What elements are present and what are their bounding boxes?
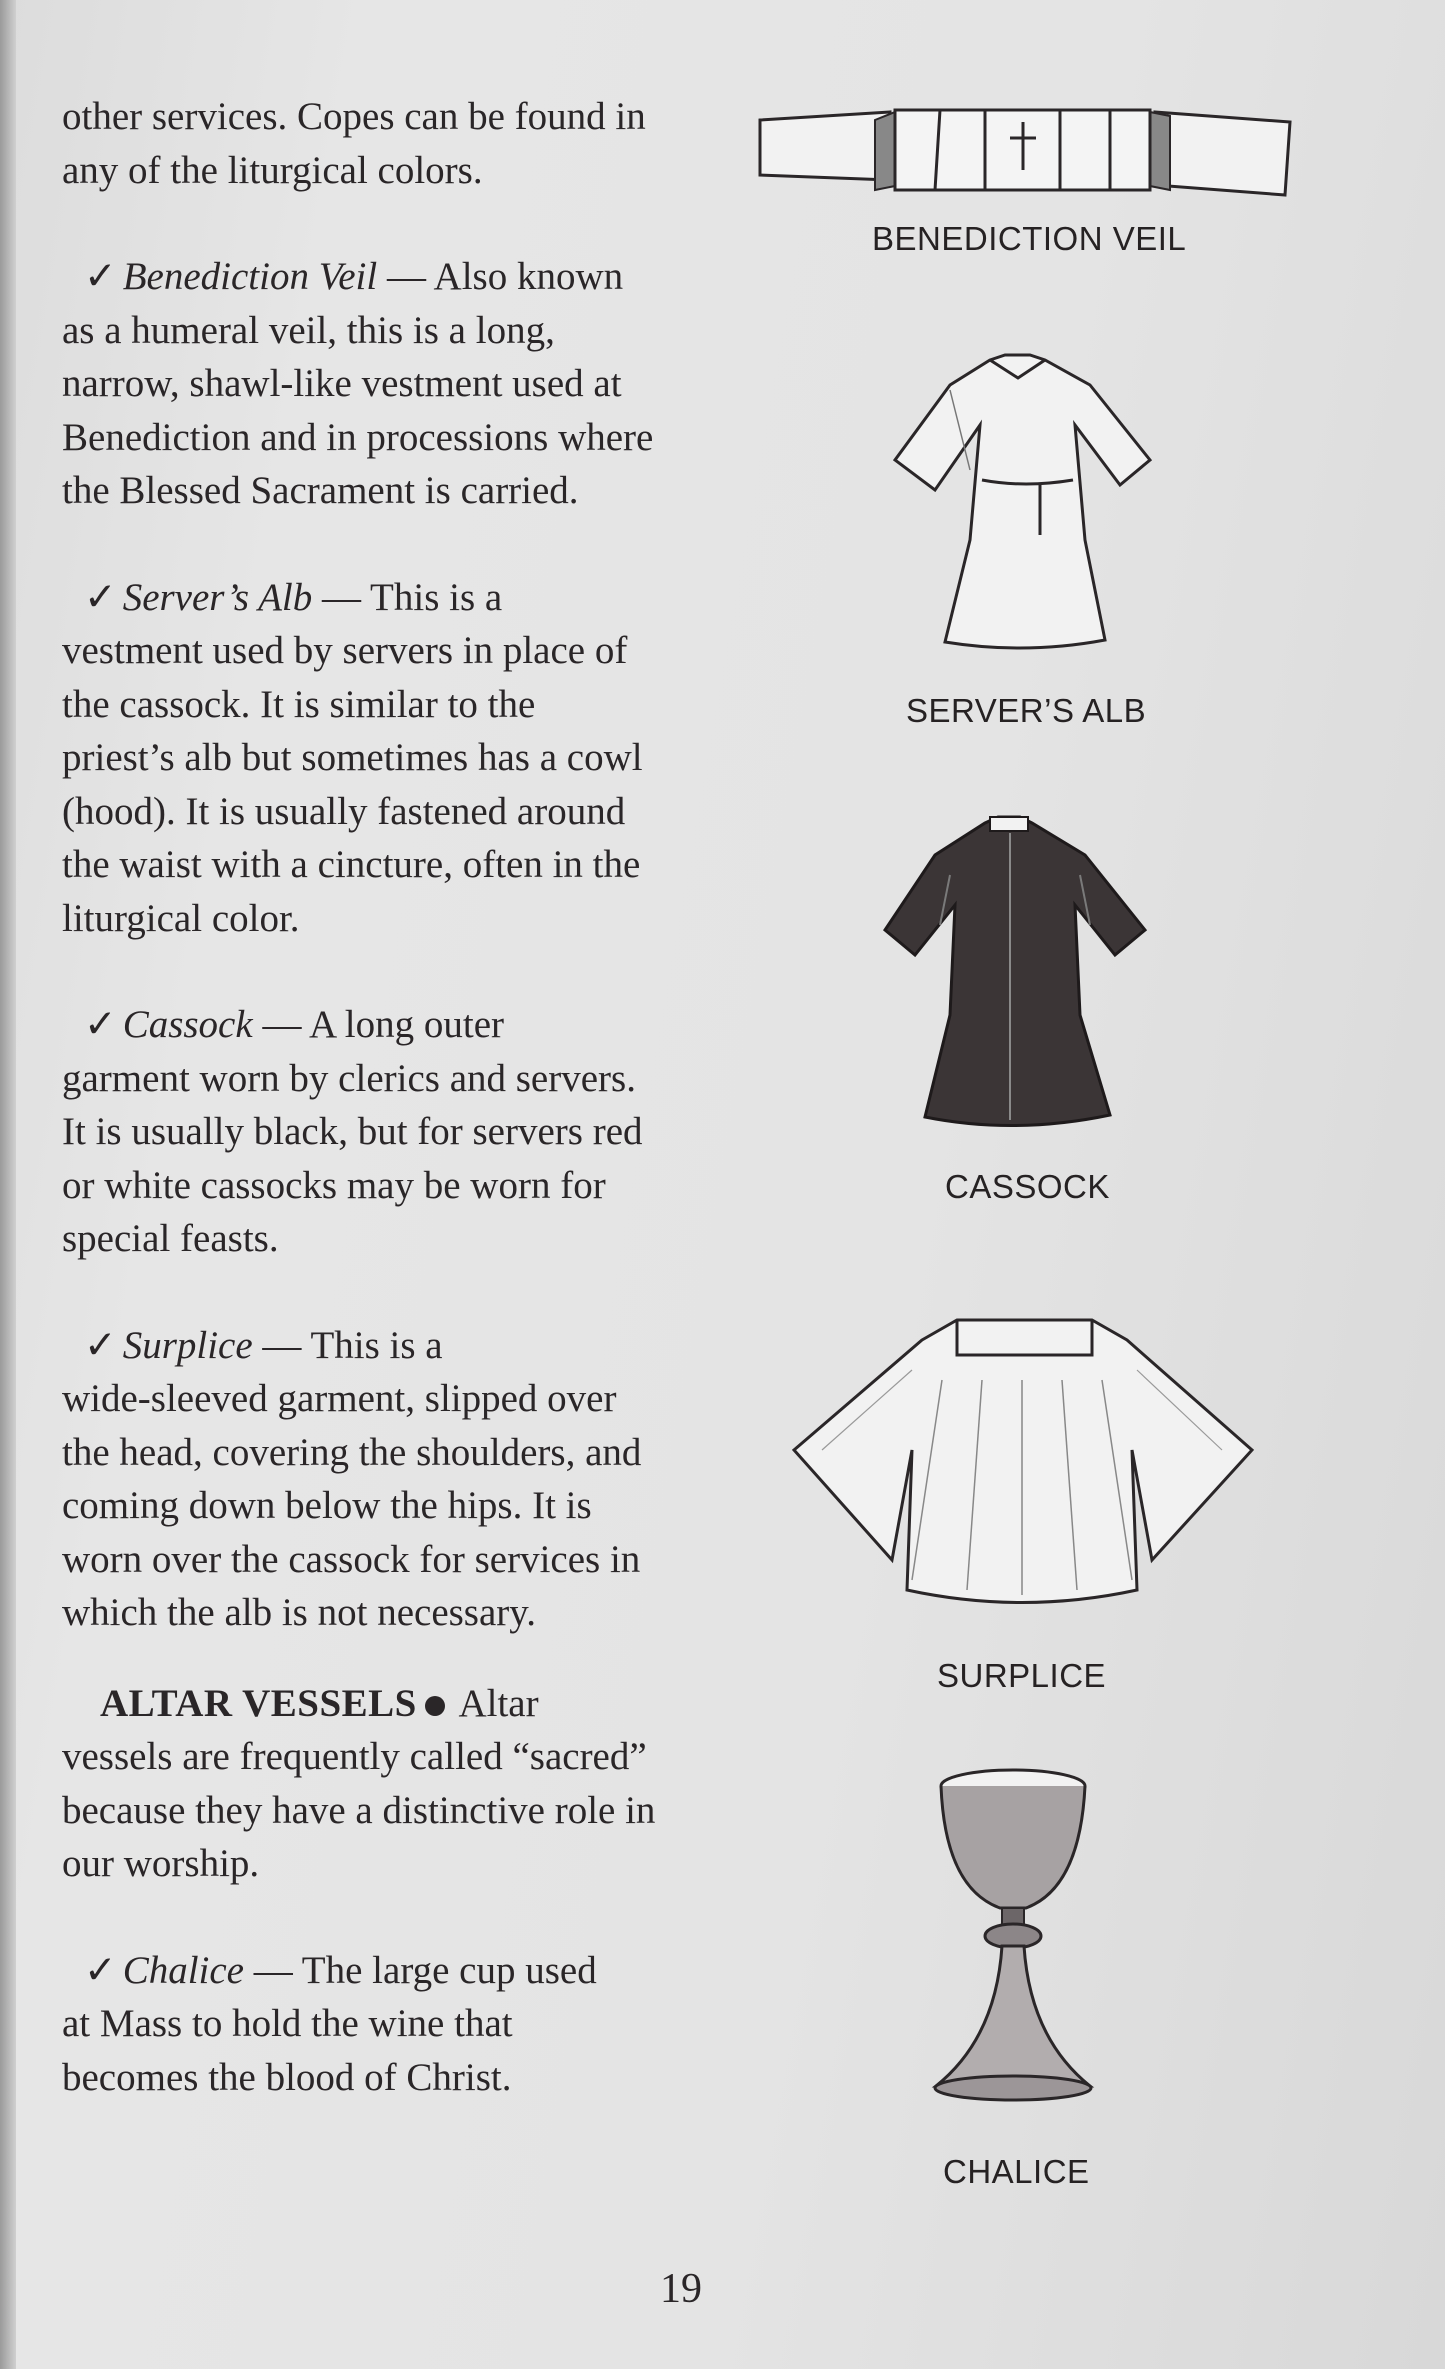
chalice-illustration <box>930 1768 1095 2103</box>
check-mark-icon: ✓ <box>84 255 117 298</box>
text-line: vestment used by servers in place of <box>62 629 628 672</box>
check-mark-icon: ✓ <box>84 575 117 619</box>
text-line: the Blessed Sacrament is carried. <box>62 469 579 512</box>
entry-chalice <box>62 1944 732 2105</box>
check-mark-icon: ✓ <box>84 1323 117 1367</box>
page-gutter-edge <box>0 0 16 2369</box>
text-line: which the alb is not necessary. <box>62 1591 536 1634</box>
servers-alb-illustration <box>890 350 1160 655</box>
entry-term: Cassock <box>122 1003 253 1046</box>
entry-servers-alb <box>62 571 732 946</box>
text-line: garment worn by clerics and servers. <box>62 1056 636 1100</box>
text-column <box>62 90 732 2157</box>
entry-benediction-veil <box>62 250 732 518</box>
entry-cassock <box>62 998 732 1266</box>
benediction-veil-caption: BENEDICTION VEIL <box>872 220 1187 257</box>
text-line: becomes the blood of Christ. <box>62 2055 512 2099</box>
check-mark-icon: ✓ <box>84 1003 117 1046</box>
text-line: — This is a <box>252 1323 443 1367</box>
text-line: narrow, shawl-like vestment used at <box>62 362 622 405</box>
text-line: liturgical color. <box>62 896 300 940</box>
text-line: — This is a <box>312 575 503 619</box>
text-line: the head, covering the shoulders, and <box>62 1430 642 1474</box>
text-line: Benediction and in processions where <box>62 415 654 459</box>
text-line: It is usually black, but for servers red <box>62 1110 643 1153</box>
text-line: the cassock. It is similar to the <box>62 682 536 726</box>
text-line: vessels are frequently called “sacred” <box>62 1735 647 1778</box>
text-line: Altar <box>450 1681 539 1725</box>
surplice-illustration <box>792 1310 1254 1610</box>
text-line: other services. Copes can be found in <box>62 95 646 138</box>
text-line: special feasts. <box>62 1217 279 1260</box>
text-line: coming down below the hips. It is <box>62 1484 592 1527</box>
text-line: — A long outer <box>252 1003 505 1046</box>
intro-paragraph <box>62 90 732 197</box>
text-line: or white cassocks may be worn for <box>62 1163 606 1207</box>
text-line: wide-sleeved garment, slipped over <box>62 1377 617 1420</box>
chalice-caption: CHALICE <box>943 2153 1090 2190</box>
check-mark-icon: ✓ <box>84 1948 117 1992</box>
section-altar-vessels <box>62 1677 732 1891</box>
text-line: — The large cup used <box>244 1948 597 1992</box>
text-line: because they have a distinctive role in <box>62 1788 656 1832</box>
text-line: (hood). It is usually fastened around <box>62 789 626 833</box>
cassock-caption: CASSOCK <box>945 1168 1110 1205</box>
text-line: the waist with a cincture, often in the <box>62 843 641 886</box>
section-heading: ALTAR VESSELS <box>100 1681 417 1725</box>
text-line: at Mass to hold the wine that <box>62 2002 513 2045</box>
entry-term: Benediction Veil <box>122 255 378 298</box>
text-line: as a humeral veil, this is a long, <box>62 308 555 352</box>
servers-alb-caption: SERVER’S ALB <box>906 692 1147 729</box>
text-line: worn over the cassock for services in <box>62 1537 641 1581</box>
text-line: — Also known <box>377 255 624 298</box>
surplice-caption: SURPLICE <box>937 1657 1107 1694</box>
page-number: 19 <box>660 2266 702 2312</box>
bullet-dot-icon <box>425 1696 445 1716</box>
entry-term: Server’s Alb <box>122 575 313 619</box>
text-line: our worship. <box>62 1842 260 1885</box>
entry-term: Surplice <box>122 1323 253 1367</box>
benediction-veil-illustration <box>755 100 1295 200</box>
entry-term: Chalice <box>122 1948 244 1992</box>
entry-surplice <box>62 1319 732 1640</box>
text-line: priest’s alb but sometimes has a cowl <box>62 736 643 779</box>
cassock-illustration <box>880 815 1150 1135</box>
text-line: any of the liturgical colors. <box>62 148 483 192</box>
